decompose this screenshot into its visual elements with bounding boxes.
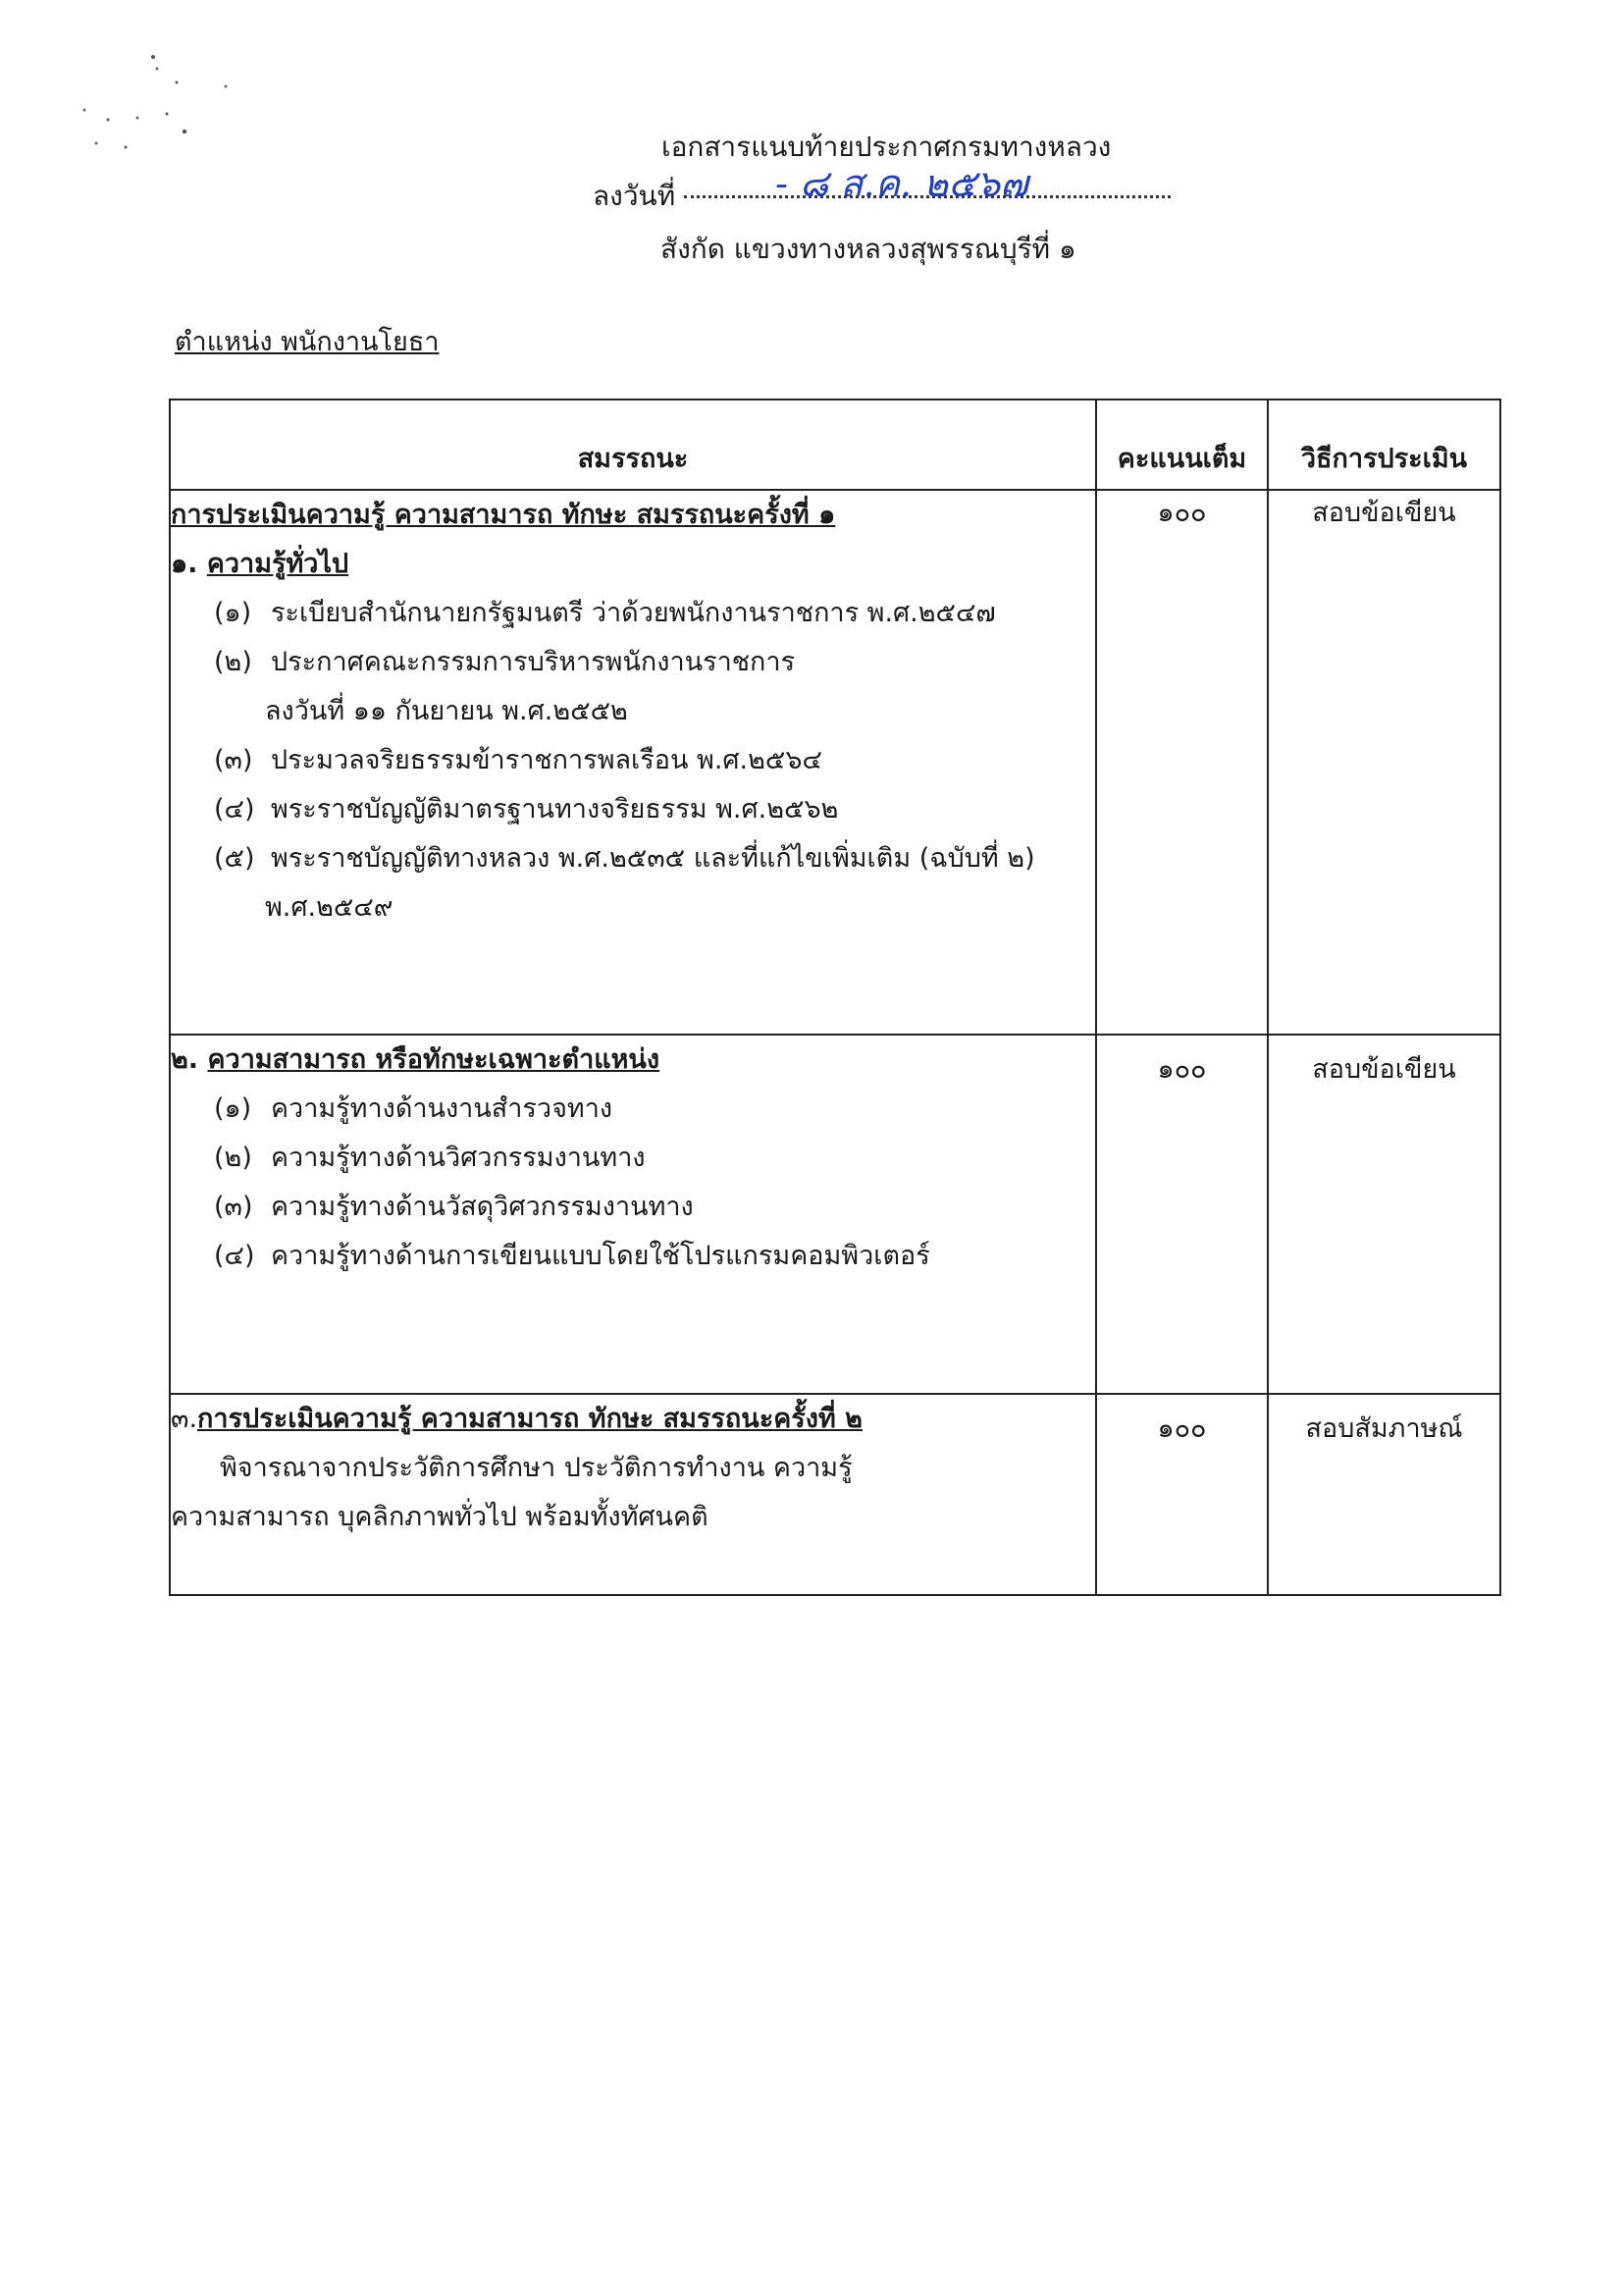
handwritten-date: - ๘ ส.ค. ๒๕๖๗ [775,162,1028,205]
section-3-score: ๑๐๐ [1096,1394,1268,1595]
list-item: (๕) พระราชบัญญัติทางหลวง พ.ศ.๒๕๓๕ และที่แก้ไขเพิ่มเติม (ฉบับที่ ๒) [214,843,1035,874]
section-3-title: การประเมินความรู้ ความสามารถ ทักษะ สมรรถนะครั้งที่ ๒ [197,1404,863,1434]
table-header-row [170,399,1500,490]
section-2-title: ความสามารถ หรือทักษะเฉพาะตำแหน่ง [207,1044,660,1075]
scan-speck-marks [79,49,255,157]
section-1-sub-number: ๑. [171,549,198,579]
list-item: (๓) ความรู้ทางด้านวัสดุวิศวกรรมงานทาง [214,1192,694,1222]
list-item: (๒) ประกาศคณะกรรมการบริหารพนักงานราชการ [214,647,796,677]
section-1-subheading [171,540,1095,589]
list-item-continuation: พ.ศ.๒๕๔๙ [265,892,393,923]
list-item: (๑) ระเบียบสำนักนายกรัฐมนตรี ว่าด้วยพนักงานราชการ พ.ศ.๒๕๔๗ [214,598,996,628]
list-item: (๓) ประมวลจริยธรรมข้าราชการพลเรือน พ.ศ.๒๕๖๔ [214,745,822,775]
section-2-number: ๒. [171,1044,199,1075]
list-item: (๔) ความรู้ทางด้านการเขียนแบบโดยใช้โปรแกรมคอมพิวเตอร์ [214,1241,930,1271]
table-row-section-2 [170,1035,1500,1394]
section-1-content [170,490,1096,1035]
section-3-text-line-2: ความสามารถ บุคลิกภาพทั่วไป พร้อมทั้งทัศนคติ [171,1502,708,1532]
position-title: ตำแหน่ง พนักงานโยธา [175,327,440,357]
section-2-heading [171,1036,1095,1085]
section-1-sub-title: ความรู้ทั่วไป [206,549,349,579]
section-3-heading [171,1395,1095,1444]
section-3-content [170,1394,1096,1595]
table-row-section-3 [170,1394,1500,1595]
section-1-method: สอบข้อเขียน [1268,490,1500,1035]
header-full-score: คะแนนเต็ม [1096,399,1268,490]
agency-line: สังกัด แขวงทางหลวงสุพรรณบุรีที่ ๑ [660,233,1076,265]
list-item: (๑) ความรู้ทางด้านงานสำรวจทาง [214,1093,613,1124]
header-competency: สมรรถนะ [170,399,1096,490]
section-2-score: ๑๐๐ [1096,1035,1268,1394]
section-2-method: สอบข้อเขียน [1268,1035,1500,1394]
section-3-number: ๓. [171,1404,198,1434]
competency-table [169,399,1501,1596]
list-item-continuation: ลงวันที่ ๑๑ กันยายน พ.ศ.๒๕๕๒ [265,696,628,726]
header-method: วิธีการประเมิน [1268,399,1500,490]
document-heading: เอกสารแนบท้ายประกาศกรมทางหลวง [661,131,1112,163]
list-item: (๒) ความรู้ทางด้านวิศวกรรมงานทาง [214,1143,646,1173]
date-label: ลงวันที่ [593,180,676,212]
table-row-section-1 [170,490,1500,1035]
list-item: (๔) พระราชบัญญัติมาตรฐานทางจริยธรรม พ.ศ.๒๕๖๒ [214,794,839,825]
section-1-title: การประเมินความรู้ ความสามารถ ทักษะ สมรรถนะครั้งที่ ๑ [171,500,836,530]
section-1-score: ๑๐๐ [1096,490,1268,1035]
section-3-method: สอบสัมภาษณ์ [1268,1394,1500,1595]
section-3-text-line-1: พิจารณาจากประวัติการศึกษา ประวัติการทำงาน ความรู้ [220,1453,853,1483]
section-2-content [170,1035,1096,1394]
